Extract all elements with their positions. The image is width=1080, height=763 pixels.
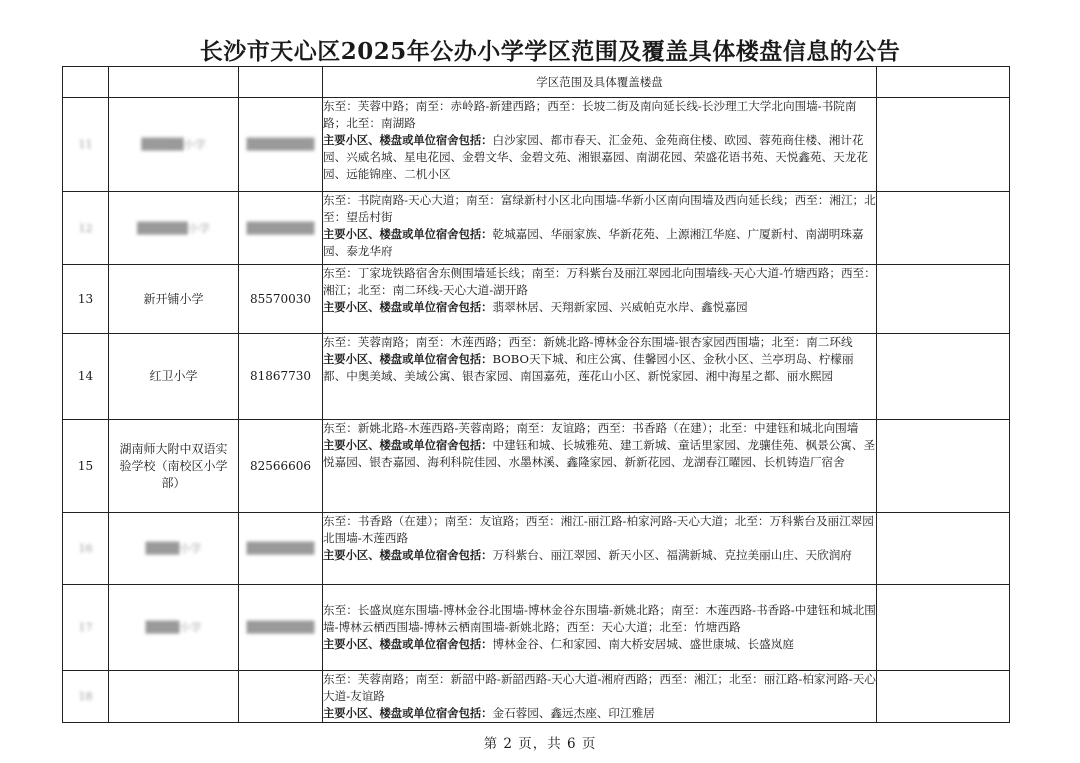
row-note: [877, 671, 1010, 723]
complexes-text: 乾城嘉园、华丽家族、华新花苑、上源湘江华庭、广厦新村、南湖明珠嘉园、泰龙华府: [323, 227, 864, 258]
complexes-label: 主要小区、楼盘或单位宿舍包括：: [323, 301, 493, 314]
header-area: 学区范围及具体覆盖楼盘: [323, 67, 877, 98]
complexes-label: 主要小区、楼盘或单位宿舍包括：: [323, 228, 493, 241]
school-name: ████小学: [109, 585, 239, 671]
complexes-text: 白沙家园、都市春天、汇金苑、金苑商住楼、欧园、蓉苑商住楼、湘计花园、兴威名城、星电花园、金碧文华、金碧文苑、湘银嘉园、南湖花园、荣盛花语书苑、天悦鑫苑、天龙花园、远能锦座、二机小区: [323, 133, 868, 181]
row-note: [877, 513, 1010, 585]
table-row: [63, 671, 1010, 723]
table-row: [63, 98, 1010, 192]
boundary-text: 东至：书院南路-天心大道；南至：富绿新村小区北向围墙-华新小区南向围墙及西向延长线；西至：湘江；北至：望岳村街: [323, 193, 876, 224]
district-scope: [323, 671, 877, 723]
school-phone: ████████: [239, 513, 323, 585]
row-number: 17: [63, 585, 109, 671]
district-scope: [323, 585, 877, 671]
complexes-text: 博林金谷、仁和家园、南大桥安居城、盛世康城、长盛岚庭: [492, 637, 794, 651]
row-note: [877, 334, 1010, 420]
row-note: [877, 585, 1010, 671]
school-name: 红卫小学: [109, 334, 239, 420]
school-phone: ████████: [239, 192, 323, 265]
boundary-text: 东至：新姚北路-木莲西路-芙蓉南路；南至：友谊路；西至：书香路（在建）；北至：中建钰和城北向围墙: [323, 421, 859, 435]
table-row: [63, 334, 1010, 420]
row-number: 12: [63, 192, 109, 265]
row-number: 16: [63, 513, 109, 585]
school-name: 新开铺小学: [109, 265, 239, 334]
complexes-text: 金石蓉园、鑫远杰座、印江雅居: [492, 706, 655, 720]
school-name: █████小学: [109, 98, 239, 192]
row-number: 15: [63, 420, 109, 513]
school-phone: 82566606: [239, 420, 323, 513]
complexes-label: 主要小区、楼盘或单位宿舍包括：: [323, 353, 493, 366]
row-number: 13: [63, 265, 109, 334]
complexes-text: 万科紫台、丽江翠园、新天小区、福满新城、克拉美丽山庄、天欣润府: [492, 548, 852, 562]
school-name: ████小学: [109, 513, 239, 585]
district-scope: [323, 420, 877, 513]
complexes-label: 主要小区、楼盘或单位宿舍包括：: [323, 134, 493, 147]
row-number: 18: [63, 671, 109, 723]
school-phone: ████████: [239, 585, 323, 671]
complexes-text: BOBO天下城、和庄公寓、佳馨园小区、金秋小区、兰亭玥岛、柠檬丽都、中奥美域、美域公寓、银杏家园、南国嘉苑，莲花山小区、新悦家园、湘中海星之都、丽水熙园: [323, 352, 854, 383]
school-name: ██████小学: [109, 192, 239, 265]
school-phone: 85570030: [239, 265, 323, 334]
boundary-text: 东至：长盛岚庭东围墙-博林金谷北围墙-博林金谷东围墙-新姚北路；南至：木莲西路-书香路-中建钰和城北围墙-博林云栖西围墙-博林云栖南围墙-新姚北路；西至：天心大道；北至：竹塘西路: [323, 603, 876, 634]
school-phone: ████████: [239, 98, 323, 192]
school-phone: 81867730: [239, 334, 323, 420]
page-number: 第 2 页，共 6 页: [483, 736, 597, 752]
row-note: [877, 98, 1010, 192]
row-note: [877, 420, 1010, 513]
district-scope: [323, 513, 877, 585]
district-scope: [323, 265, 877, 334]
complexes-text: 翡翠林居、天翔新家园、兴威帕克水岸、鑫悦嘉园: [492, 300, 748, 314]
complexes-label: 主要小区、楼盘或单位宿舍包括：: [323, 707, 493, 720]
boundary-text: 东至：丁家垅铁路宿舍东侧围墙延长线；南至：万科紫台及丽江翠园北向围墙线-天心大道-竹塘西路；西至：湘江；北至：南二环线-天心大道-湖开路: [323, 266, 876, 297]
header-no: [63, 67, 109, 98]
district-scope: [323, 334, 877, 420]
boundary-text: 东至：书香路（在建）；南至：友谊路；西至：湘江-丽江路-柏家河路-天心大道；北至：万科紫台及丽江翠园北围墙-木莲西路: [323, 514, 874, 545]
row-number: 14: [63, 334, 109, 420]
school-phone: [239, 671, 323, 723]
header-note: [877, 67, 1010, 98]
complexes-label: 主要小区、楼盘或单位宿舍包括：: [323, 549, 493, 562]
row-number: 11: [63, 98, 109, 192]
table-row: [63, 585, 1010, 671]
page-title: 长沙市天心区2025年公办小学学区范围及覆盖具体楼盘信息的公告: [199, 38, 901, 65]
school-name: 湖南师大附中双语实验学校（南校区小学部）: [109, 420, 239, 513]
complexes-text: 中建钰和城、长城雅苑、建工新城、童话里家园、龙骧佳苑、枫景公寓、圣悦嘉园、银杏嘉园、海利科院佳园、水墨林溪、鑫隆家园、新新花园、龙湖春江曜园、长机铸造厂宿舍: [323, 438, 876, 469]
school-name: [109, 671, 239, 723]
table-header-row: [63, 67, 1010, 98]
school-district-table: [62, 66, 1010, 723]
boundary-text: 东至：芙蓉中路；南至：赤岭路-新建西路；西至：长坡二街及南向延长线-长沙理工大学北向围墙-书院南路；北至：南湖路: [323, 99, 857, 130]
complexes-label: 主要小区、楼盘或单位宿舍包括：: [323, 638, 493, 651]
boundary-text: 东至：芙蓉南路；南至：木莲西路；西至：新姚北路-博林金谷东围墙-银杏家园西围墙；北至：南二环线: [323, 335, 853, 349]
row-note: [877, 192, 1010, 265]
table-row: [63, 192, 1010, 265]
table-row: [63, 513, 1010, 585]
boundary-text: 东至：芙蓉南路；南至：新韶中路-新韶西路-天心大道-湘府西路；西至：湘江；北至：丽江路-柏家河路-天心大道-友谊路: [323, 672, 876, 703]
table-row: [63, 420, 1010, 513]
district-scope: [323, 192, 877, 265]
table-row: [63, 265, 1010, 334]
complexes-label: 主要小区、楼盘或单位宿舍包括：: [323, 439, 493, 452]
header-phone: [239, 67, 323, 98]
header-name: [109, 67, 239, 98]
row-note: [877, 265, 1010, 334]
district-scope: [323, 98, 877, 192]
